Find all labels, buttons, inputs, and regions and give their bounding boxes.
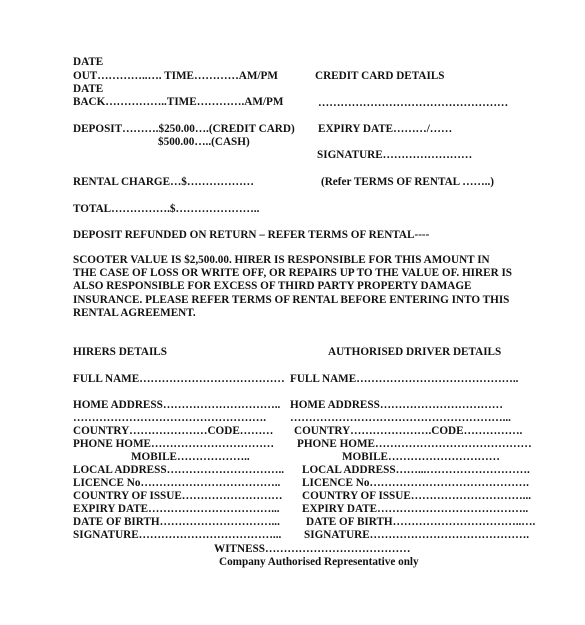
rental-charge-field[interactable]: RENTAL CHARGE…$………………: [73, 176, 254, 188]
driver-full-name-field[interactable]: FULL NAME……………………………………..: [290, 373, 519, 385]
driver-home-address-field[interactable]: HOME ADDRESS……………………………: [290, 399, 503, 411]
driver-dob-field[interactable]: DATE OF BIRTH……………………………..….: [306, 516, 536, 528]
hirer-country-issue-field[interactable]: COUNTRY OF ISSUE………………………: [73, 490, 283, 502]
credit-card-number-field[interactable]: ……………………………………………: [318, 97, 509, 109]
hirer-home-address-field[interactable]: HOME ADDRESS…………………………..: [73, 399, 281, 411]
driver-country-code-field[interactable]: COUNTRY………………….CODE…………….: [294, 425, 523, 437]
hirer-full-name-field[interactable]: FULL NAME…………………………………: [73, 373, 285, 385]
expiry-date-field[interactable]: EXPIRY DATE………/……: [318, 123, 453, 135]
card-signature-field[interactable]: SIGNATURE……………………: [317, 149, 473, 161]
hirer-phone-home-field[interactable]: PHONE HOME……………………………: [73, 438, 275, 450]
total-field[interactable]: TOTAL…………….$…………………..: [73, 203, 260, 215]
authorised-driver-heading: AUTHORISED DRIVER DETAILS: [328, 346, 502, 358]
hirer-local-address-field[interactable]: LOCAL ADDRESS…………………………..: [73, 464, 285, 476]
hirer-licence-field[interactable]: LICENCE No………………………………..: [73, 477, 281, 489]
refer-terms-note: (Refer TERMS OF RENTAL ……..): [321, 176, 494, 188]
hirer-signature-field[interactable]: SIGNATURE………………………………...: [73, 529, 282, 541]
date-out-time-field[interactable]: OUT…………..…. TIME…………AM/PM: [73, 70, 278, 82]
driver-address-cont-field[interactable]: …………………………………………………...: [290, 412, 511, 424]
hirer-country-code-field[interactable]: COUNTRY…………………CODE………: [73, 425, 274, 437]
scooter-value-notice: SCOOTER VALUE IS $2,500.00. HIRER IS RESPONSIBLE FOR THIS AMOUNT IN THE CASE OF LOSS OR WRITE OFF, OR REPAIRS UP TO THE VALUE OF. HIRER IS ALSO RESPONSIBLE FOR EXCESS OF THIRD PARTY PROPERTY DAMAGE INSURANCE. PLEASE REFER TERMS OF RENTAL BEFORE ENTERING INTO THIS RENTAL AGREEMENT.: [73, 254, 513, 319]
driver-local-address-field[interactable]: LOCAL ADDRESS……...……………………….: [302, 464, 530, 476]
date-label-out: DATE: [73, 56, 104, 68]
driver-mobile-field[interactable]: MOBILE…………………………: [342, 451, 500, 463]
driver-licence-field[interactable]: LICENCE No…………………………………….: [302, 477, 529, 489]
hirer-dob-field[interactable]: DATE OF BIRTH…………………………...: [73, 516, 280, 528]
driver-signature-field[interactable]: SIGNATURE…………………………………….: [304, 529, 530, 541]
hirer-mobile-field[interactable]: MOBILE………………..: [131, 451, 250, 463]
driver-phone-home-field[interactable]: PHONE HOME……………………………………: [297, 438, 532, 450]
witness-field[interactable]: WITNESS…………………………………: [214, 543, 411, 555]
deposit-credit-card-line[interactable]: DEPOSIT……….$250.00….(CREDIT CARD): [73, 123, 295, 135]
company-representative-note: Company Authorised Representative only: [219, 556, 419, 568]
credit-card-heading: CREDIT CARD DETAILS: [315, 70, 445, 82]
hirer-expiry-field[interactable]: EXPIRY DATE……………………………...: [73, 503, 280, 515]
deposit-cash-line[interactable]: $500.00…..(CASH): [158, 136, 250, 148]
driver-expiry-field[interactable]: EXPIRY DATE…………………………………..: [302, 503, 529, 515]
hirer-address-cont-field[interactable]: …………………………………………….: [73, 412, 266, 424]
driver-country-issue-field[interactable]: COUNTRY OF ISSUE…………………………...: [302, 490, 532, 502]
date-back-time-field[interactable]: BACK……………..TIME………….AM/PM: [73, 96, 284, 108]
date-label-back: DATE: [73, 83, 104, 95]
deposit-refund-notice: DEPOSIT REFUNDED ON RETURN – REFER TERMS OF RENTAL----: [73, 229, 430, 241]
hirers-details-heading: HIRERS DETAILS: [73, 346, 167, 358]
